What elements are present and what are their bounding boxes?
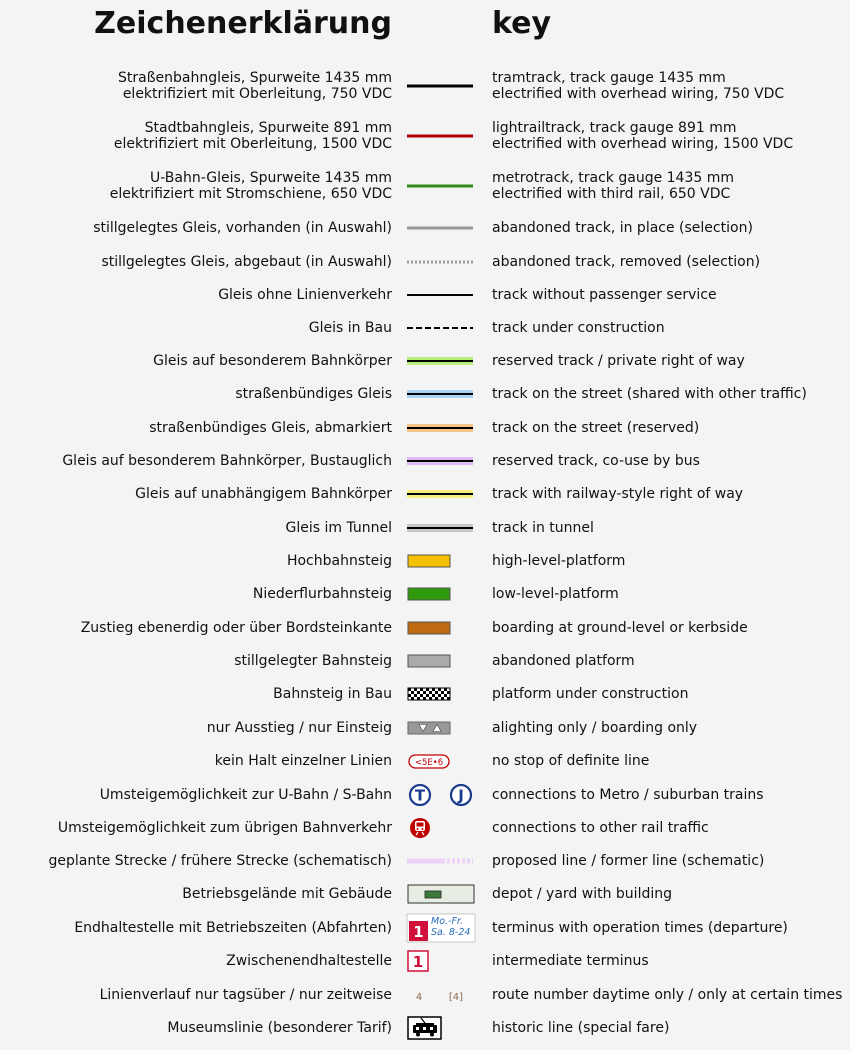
german-description: Gleis im Tunnel <box>285 520 392 536</box>
german-description: nur Ausstieg / nur Einsteig <box>206 720 392 736</box>
english-description: track without passenger service <box>492 287 717 303</box>
line-halo-grey-icon <box>407 513 475 543</box>
german-description: Umsteigemöglichkeit zur U-Bahn / S-Bahn <box>99 787 392 803</box>
legend-row <box>0 745 850 777</box>
legend-row <box>0 779 850 811</box>
english-description: tramtrack, track gauge 1435 mm electrified with overhead wiring, 750 VDC <box>492 70 785 102</box>
english-description: proposed line / former line (schematic) <box>492 853 765 869</box>
german-description: U-Bahn-Gleis, Spurweite 1435 mm elektrifiziert mit Stromschiene, 650 VDC <box>109 170 392 202</box>
sbahn-label: J <box>458 786 464 805</box>
legend-row <box>0 412 850 444</box>
english-description: depot / yard with building <box>492 886 672 902</box>
english-description: intermediate terminus <box>492 953 649 969</box>
english-description: connections to other rail traffic <box>492 820 709 836</box>
german-description: Gleis auf besonderem Bahnkörper, Bustauglich <box>62 453 392 469</box>
german-description: Zwischenendhaltestelle <box>226 953 392 969</box>
german-description: Gleis auf besonderem Bahnkörper <box>153 353 392 369</box>
english-description: abandoned track, removed (selection) <box>492 254 761 270</box>
legend-row <box>0 912 850 944</box>
train-icon <box>407 813 475 843</box>
line-grey-dotted-icon <box>407 247 475 277</box>
line-halo-green-icon <box>407 346 475 376</box>
legend-row <box>0 246 850 278</box>
legend-row <box>0 645 850 677</box>
legend-row <box>0 345 850 377</box>
english-description: track in tunnel <box>492 520 594 536</box>
english-description: alighting only / boarding only <box>492 720 698 736</box>
route-temporary-label: [4] <box>448 992 464 1003</box>
line-halo-violet-icon <box>407 446 475 476</box>
english-description: track with railway-style right of way <box>492 486 744 502</box>
intermediate-number: 1 <box>412 953 424 971</box>
legend-row <box>0 279 850 311</box>
german-description: straßenbündiges Gleis <box>235 386 392 402</box>
legend-row <box>0 170 850 202</box>
english-description: track on the street (shared with other traffic) <box>492 386 807 402</box>
heading-english: key <box>492 6 552 41</box>
german-description: Betriebsgelände mit Gebäude <box>182 886 392 902</box>
terminus-icon <box>407 913 475 943</box>
line-halo-yellow-icon <box>407 479 475 509</box>
german-description: stillgelegtes Gleis, abgebaut (in Auswahl) <box>101 254 392 270</box>
platform-brown-icon <box>407 613 475 643</box>
terminus-times-line: Mo.-Fr. <box>431 916 463 927</box>
german-description: Linienverlauf nur tagsüber / nur zeitweise <box>99 987 392 1003</box>
legend-row <box>0 845 850 877</box>
german-description: geplante Strecke / frühere Strecke (schematisch) <box>48 853 392 869</box>
line-planned-icon <box>407 846 475 876</box>
legend-row <box>0 979 850 1011</box>
english-description: platform under construction <box>492 686 689 702</box>
english-description: low-level-platform <box>492 586 619 602</box>
german-description: stillgelegter Bahnsteig <box>234 653 392 669</box>
line-grey-icon <box>407 213 475 243</box>
english-description: connections to Metro / suburban trains <box>492 787 764 803</box>
english-description: abandoned track, in place (selection) <box>492 220 753 236</box>
english-description: abandoned platform <box>492 653 635 669</box>
intermediate-terminus-icon <box>407 946 475 976</box>
english-description: route number daytime only / only at certain times <box>492 987 843 1003</box>
no-stop-label: <5E•6 <box>414 758 444 768</box>
metro-label: T <box>414 786 426 805</box>
heading-german: Zeichenerklärung <box>94 6 392 41</box>
line-black-icon <box>407 71 475 101</box>
german-description: Bahnsteig in Bau <box>273 686 392 702</box>
terminus-times-line: Sa. 8-24 <box>431 927 471 938</box>
legend-row <box>0 312 850 344</box>
route-number-icon <box>407 980 475 1010</box>
legend-row <box>0 545 850 577</box>
english-description: historic line (special fare) <box>492 1020 670 1036</box>
line-halo-orange-icon <box>407 413 475 443</box>
line-halo-blue-icon <box>407 379 475 409</box>
german-description: Gleis ohne Linienverkehr <box>218 287 392 303</box>
legend-row <box>0 70 850 102</box>
legend-row <box>0 1012 850 1044</box>
english-description: track under construction <box>492 320 665 336</box>
terminus-number: 1 <box>413 923 424 941</box>
legend-row <box>0 212 850 244</box>
legend-row <box>0 945 850 977</box>
legend-row <box>0 512 850 544</box>
english-description: lightrailtrack, track gauge 891 mm electrified with overhead wiring, 1500 VDC <box>492 120 794 152</box>
line-dashed-icon <box>407 313 475 343</box>
legend-row <box>0 378 850 410</box>
line-thin-black-icon <box>407 280 475 310</box>
legend-row <box>0 478 850 510</box>
german-description: Gleis in Bau <box>308 320 392 336</box>
platform-checkered-icon <box>407 679 475 709</box>
no-stop-icon <box>407 746 475 776</box>
english-description: no stop of definite line <box>492 753 650 769</box>
english-description: high-level-platform <box>492 553 626 569</box>
legend-row <box>0 578 850 610</box>
route-daytime-label: 4 <box>415 992 423 1003</box>
english-description: reserved track, co-use by bus <box>492 453 700 469</box>
german-description: Straßenbahngleis, Spurweite 1435 mm elektrifiziert mit Oberleitung, 750 VDC <box>118 70 392 102</box>
german-description: stillgelegtes Gleis, vorhanden (in Auswahl) <box>93 220 392 236</box>
german-description: Stadtbahngleis, Spurweite 891 mm elektrifiziert mit Oberleitung, 1500 VDC <box>113 120 392 152</box>
legend-row <box>0 812 850 844</box>
platform-arrows-icon <box>407 713 475 743</box>
english-description: track on the street (reserved) <box>492 420 700 436</box>
legend-row <box>0 712 850 744</box>
english-description: boarding at ground-level or kerbside <box>492 620 748 636</box>
platform-green-icon <box>407 579 475 609</box>
depot-icon <box>407 879 475 909</box>
german-description: Hochbahnsteig <box>286 553 392 569</box>
english-description: reserved track / private right of way <box>492 353 745 369</box>
german-description: kein Halt einzelner Linien <box>214 753 392 769</box>
legend-row <box>0 612 850 644</box>
legend-row <box>0 120 850 152</box>
english-description: terminus with operation times (departure) <box>492 920 788 936</box>
legend-row <box>0 678 850 710</box>
german-description: Umsteigemöglichkeit zum übrigen Bahnverkehr <box>57 820 392 836</box>
german-description: Endhaltestelle mit Betriebszeiten (Abfahrten) <box>74 920 392 936</box>
legend-row <box>0 878 850 910</box>
platform-grey-icon <box>407 646 475 676</box>
platform-yellow-icon <box>407 546 475 576</box>
german-description: Museumslinie (besonderer Tarif) <box>167 1020 392 1036</box>
english-description: metrotrack, track gauge 1435 mm electrified with third rail, 650 VDC <box>492 170 735 202</box>
german-description: Niederflurbahnsteig <box>252 586 392 602</box>
historic-tram-icon <box>407 1013 475 1043</box>
legend-row <box>0 445 850 477</box>
metro-sbahn-icon <box>407 780 475 810</box>
line-red-icon <box>407 121 475 151</box>
german-description: Gleis auf unabhängigem Bahnkörper <box>135 486 392 502</box>
german-description: Zustieg ebenerdig oder über Bordsteinkante <box>80 620 392 636</box>
line-green-icon <box>407 171 475 201</box>
german-description: straßenbündiges Gleis, abmarkiert <box>149 420 392 436</box>
